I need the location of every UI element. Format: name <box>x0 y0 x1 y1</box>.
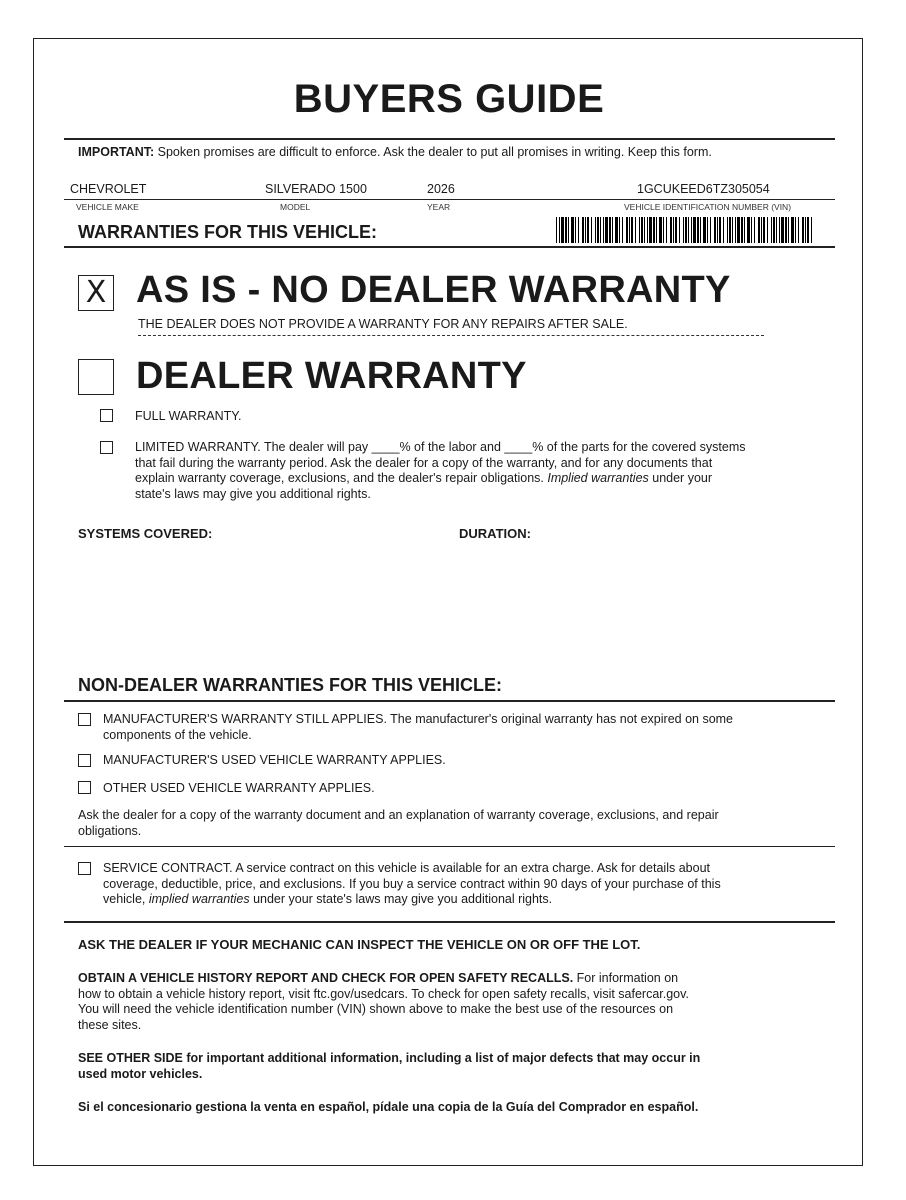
divider <box>64 846 835 847</box>
page-title: BUYERS GUIDE <box>293 77 605 121</box>
other-used-checkbox[interactable] <box>78 781 91 794</box>
text-line: You will need the vehicle identification number (VIN) shown above to make the best use of the resources on <box>78 1002 674 1016</box>
limited-warranty-line: state's laws may give you additional rights. <box>135 486 371 501</box>
buyers-guide-form <box>33 38 863 1166</box>
vehicle-vin-value: 1GCUKEED6TZ305054 <box>637 182 770 196</box>
spanish-notice: Si el concesionario gestiona la venta en español, pídale una copia de la Guía del Comprador en español. <box>78 1100 699 1114</box>
systems-covered-label: SYSTEMS COVERED: <box>78 526 213 541</box>
vehicle-make-value: CHEVROLET <box>70 182 147 196</box>
as-is-checkbox[interactable] <box>78 275 114 311</box>
vehicle-history-notice <box>78 971 848 1033</box>
ask-dealer-copy-text <box>78 808 838 839</box>
limited-warranty-line: that fail during the warranty period. Ask the dealer for a copy of the warranty, and for any documents that <box>135 455 713 470</box>
manufacturer-used-label: MANUFACTURER'S USED VEHICLE WARRANTY APPLIES. <box>103 753 446 767</box>
text-line: obligations. <box>78 823 142 838</box>
text-line: MANUFACTURER'S WARRANTY STILL APPLIES. The manufacturer's original warranty has not expired on some <box>103 712 734 726</box>
manufacturer-warranty-checkbox[interactable] <box>78 713 91 726</box>
full-warranty-checkbox[interactable] <box>100 409 113 422</box>
divider <box>64 138 835 140</box>
as-is-title: AS IS - NO DEALER WARRANTY <box>136 269 731 311</box>
manufacturer-used-checkbox[interactable] <box>78 754 91 767</box>
text-line <box>78 971 848 987</box>
text-line: SEE OTHER SIDE for important additional information, including a list of major defects that may occur in <box>78 1051 701 1065</box>
history-bold-text: OBTAIN A VEHICLE HISTORY REPORT AND CHECK FOR OPEN SAFETY RECALLS. <box>78 971 574 985</box>
divider <box>64 700 835 702</box>
non-dealer-heading: NON-DEALER WARRANTIES FOR THIS VEHICLE: <box>78 675 503 695</box>
divider <box>64 246 835 248</box>
text-line: how to obtain a vehicle history report, visit ftc.gov/usedcars. To check for open safety recalls, visit safercar.gov. <box>78 986 689 1001</box>
important-notice <box>78 145 712 159</box>
duration-label: DURATION: <box>459 526 531 541</box>
mechanic-inspection-notice: ASK THE DEALER IF YOUR MECHANIC CAN INSPECT THE VEHICLE ON OR OFF THE LOT. <box>78 937 641 952</box>
dealer-warranty-checkbox[interactable] <box>78 359 114 395</box>
dashed-divider <box>138 335 764 336</box>
see-other-side-notice <box>78 1051 848 1082</box>
text-part: For information on <box>573 971 679 985</box>
text-line: components of the vehicle. <box>103 727 252 742</box>
vehicle-model-value: SILVERADO 1500 <box>265 182 367 196</box>
implied-warranties-italic: Implied warranties <box>547 471 649 485</box>
important-text: Spoken promises are difficult to enforce. Ask the dealer to put all promises in writing. Keep this form. <box>157 145 712 159</box>
limited-warranty-text-part: under your <box>648 471 713 485</box>
check-mark: X <box>85 275 107 310</box>
vehicle-year-label: YEAR <box>427 202 451 212</box>
vehicle-vin-label: VEHICLE IDENTIFICATION NUMBER (VIN) <box>624 202 792 212</box>
text-line: Ask the dealer for a copy of the warranty document and an explanation of warranty coverage, exclusions, and repair <box>78 808 719 822</box>
text-line <box>103 892 838 908</box>
limited-warranty-line: LIMITED WARRANTY. The dealer will pay ____% of the labor and ____% of the parts for the covered systems <box>135 440 746 454</box>
text-part: vehicle, <box>103 892 149 906</box>
vehicle-line <box>64 199 835 200</box>
manufacturer-warranty-text <box>103 712 833 743</box>
text-line: used motor vehicles. <box>78 1066 203 1081</box>
other-used-label: OTHER USED VEHICLE WARRANTY APPLIES. <box>103 781 375 795</box>
service-contract-text <box>103 861 838 908</box>
vin-barcode <box>556 217 818 243</box>
vehicle-make-label: VEHICLE MAKE <box>76 202 139 212</box>
implied-warranties-italic: implied warranties <box>148 892 250 906</box>
important-label: IMPORTANT: <box>78 145 155 159</box>
limited-warranty-checkbox[interactable] <box>100 441 113 454</box>
dealer-warranty-title: DEALER WARRANTY <box>136 355 527 397</box>
barcode-bar <box>812 217 815 243</box>
limited-warranty-text-part: explain warranty coverage, exclusions, and the dealer's repair obligations. <box>135 471 548 485</box>
limited-warranty-text <box>135 440 835 502</box>
vehicle-year-value: 2026 <box>427 182 455 196</box>
service-contract-checkbox[interactable] <box>78 862 91 875</box>
text-line: these sites. <box>78 1017 142 1032</box>
text-part: under your state's laws may give you additional rights. <box>249 892 553 906</box>
warranties-heading: WARRANTIES FOR THIS VEHICLE: <box>78 222 378 242</box>
full-warranty-label: FULL WARRANTY. <box>135 409 242 423</box>
text-line: SERVICE CONTRACT. A service contract on this vehicle is available for an extra charge. Ask for details about <box>103 861 710 875</box>
text-line: coverage, deductible, price, and exclusions. If you buy a service contract within 90 days of your purchase of this <box>103 876 721 891</box>
limited-warranty-line <box>135 471 835 487</box>
as-is-subtitle: THE DEALER DOES NOT PROVIDE A WARRANTY FOR ANY REPAIRS AFTER SALE. <box>138 317 628 331</box>
divider <box>64 921 835 923</box>
vehicle-model-label: MODEL <box>280 202 311 212</box>
